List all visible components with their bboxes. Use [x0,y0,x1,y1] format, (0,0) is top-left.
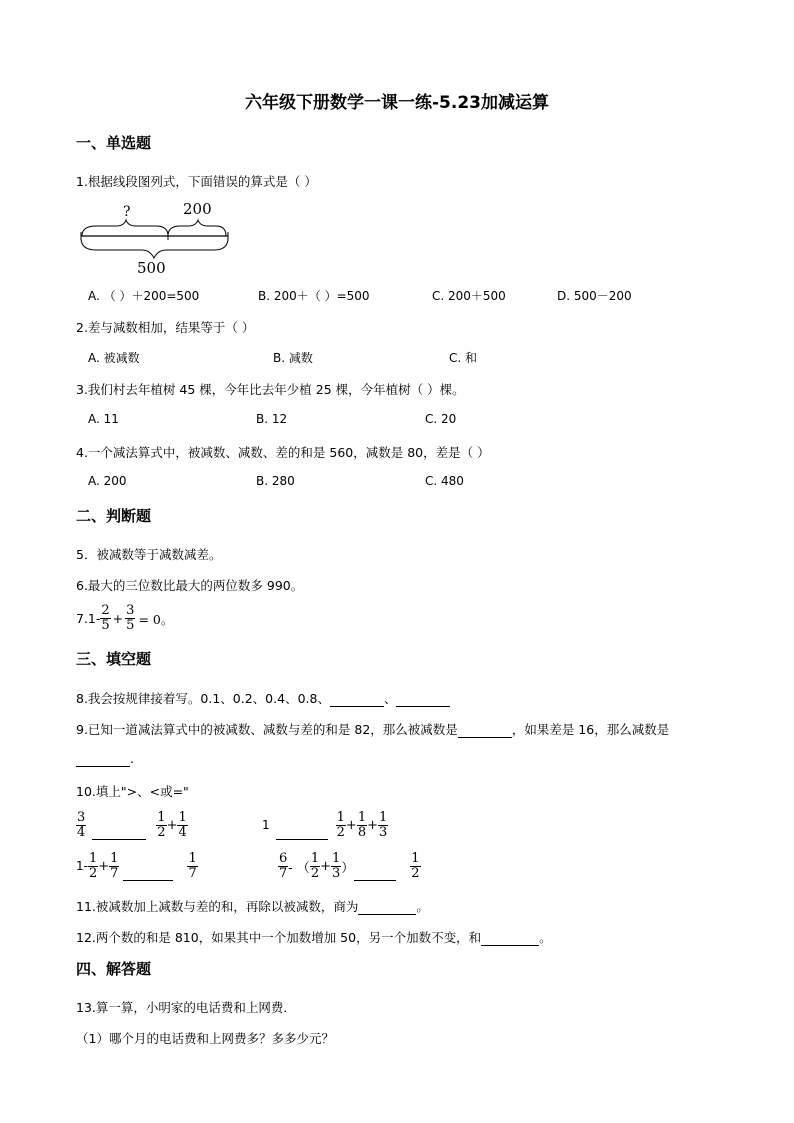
q9-blank-1[interactable] [458,722,512,738]
question-9 [76,720,669,738]
q7-prefix: 7.1- [76,611,101,626]
section-heading-single-choice: 一、单选题 [76,134,152,152]
question-10-text: 10.填上">、<或=" [76,784,189,799]
q9-text-2: ，如果差是 16，那么减数是 [511,722,670,737]
q10-r1b-frac1: $\frac{1}{2}$ [336,809,345,840]
q1-option-b[interactable]: B. 200＋（ ）=500 [258,289,370,303]
q1-option-a[interactable]: A. （ ）＋200=500 [88,289,200,303]
q12-blank[interactable] [481,930,539,946]
q1-option-c[interactable]: C. 200＋500 [432,289,506,303]
q9-text: 9.已知一道减法算式中的被减数、减数与差的和是 82，那么被减数是 [76,722,458,737]
q2-option-a[interactable]: A. 被减数 [88,351,140,365]
question-9-line2 [76,751,134,767]
question-13-text: 13.算一算，小明家的电话费和上网费． [76,1000,296,1015]
q10-row1-right [262,810,388,840]
q10-r1a-frac3: $\frac{1}{4}$ [178,809,187,840]
page-title: 六年级下册数学一课一练-5.23加减运算 [245,93,549,113]
q4-option-a[interactable]: A. 200 [88,474,127,488]
section-heading-true-false: 二、判断题 [76,507,152,525]
q3-option-a[interactable]: A. 11 [88,412,119,426]
q7-fraction-2: $\frac{3}{5}$ [126,603,135,633]
section-heading-fill-blank: 三、填空题 [76,650,152,668]
question-5-text: 5．被减数等于减数减差。 [76,547,222,562]
q10-r1b-lead: 1 [262,818,270,832]
q10-r1a-blank[interactable] [92,824,146,840]
question-7 [76,604,173,633]
question-12 [76,928,552,946]
q10-row2-left [76,851,198,881]
question-2-text: 2.差与减数相加，结果等于（ ） [76,320,255,335]
q12-end: 。 [539,930,552,945]
q10-r2b-frac4: $\frac{1}{2}$ [411,850,420,881]
diagram-part-label: 200 [183,200,212,218]
section-heading-solve: 四、解答题 [76,960,152,978]
q10-r2a-blank[interactable] [123,865,173,881]
q9-blank-2[interactable] [76,751,130,767]
diagram-question-mark: ? [123,204,131,220]
q10-r2a-frac2: $\frac{1}{7}$ [110,850,119,881]
q10-r2b-frac1: $\frac{6}{7}$ [279,850,288,881]
lower-brace [81,238,228,258]
q10-r2b-frac2: $\frac{1}{2}$ [310,850,320,881]
q7-plus: + [112,611,124,626]
q7-fraction-1: $\frac{2}{5}$ [101,603,110,633]
q10-r2b-blank[interactable] [354,865,396,881]
q8-text: 8.我会按规律接着写。0.1、0.2、0.4、0.8、 [76,691,330,706]
question-4-text: 4.一个减法算式中，被减数、减数、差的和是 560，减数是 80，差是（ ） [76,445,490,460]
q3-option-b[interactable]: B. 12 [256,412,288,426]
q10-r1b-blank[interactable] [276,824,328,840]
q3-option-c[interactable]: C. 20 [425,412,457,426]
q10-r2a-frac3: $\frac{1}{7}$ [188,850,197,881]
upper-brace-right [168,220,226,236]
q10-r2b-close: ） [341,860,355,876]
q10-r2b-minus: - （ [288,860,310,876]
q2-option-b[interactable]: B. 减数 [273,351,313,365]
q10-r1a-frac1: $\frac{3}{4}$ [77,809,86,840]
q11-blank[interactable] [358,899,416,915]
q4-option-c[interactable]: C. 480 [425,474,464,488]
q10-r2a-op: + [98,858,110,874]
q11-text: 11.被减数加上减数与差的和，再除以被减数，商为 [76,899,359,914]
q10-r1a-op: + [166,817,178,833]
question-13-sub1: （1）哪个月的电话费和上网费多？多多少元？ [76,1031,334,1046]
q10-r1a-frac2: $\frac{1}{2}$ [157,809,166,840]
q4-option-b[interactable]: B. 280 [256,474,295,488]
q10-r2a-frac1: $\frac{1}{2}$ [88,850,98,881]
question-8 [76,689,450,707]
q8-separator: 、 [383,691,397,706]
upper-brace-left [82,220,168,236]
diagram-total-label: 500 [137,259,166,277]
q10-r1b-op1: + [345,817,357,833]
q8-blank-2[interactable] [396,691,450,707]
q1-option-d[interactable]: D. 500－200 [557,289,632,303]
q10-r1b-op2: + [367,817,379,833]
q2-option-c[interactable]: C. 和 [449,351,478,365]
q10-r2a-lead: 1- [76,859,88,873]
q10-r1b-frac3: $\frac{1}{3}$ [379,809,388,840]
q10-row1-left [76,810,188,840]
q10-r2b-op: + [320,858,331,874]
q10-r2b-frac3: $\frac{1}{3}$ [332,850,341,881]
question-1-text: 1.根据线段图列式，下面错误的算式是（ ） [76,174,317,189]
q10-r1b-frac2: $\frac{1}{8}$ [357,809,367,840]
segment-diagram [76,196,236,280]
q11-end: 。 [416,899,429,914]
q7-suffix: = 0。 [138,611,174,627]
q12-text: 12.两个数的和是 810，如果其中一个加数增加 50，另一个加数不变，和 [76,930,482,945]
q10-row2-right [278,851,421,881]
q9-end: . [130,751,134,766]
question-6-text: 6.最大的三位数比最大的两位数多 990。 [76,578,304,593]
q8-blank-1[interactable] [330,691,384,707]
question-11 [76,897,429,915]
question-3-text: 3.我们村去年植树 45 棵，今年比去年少植 25 棵，今年植树（ ）棵。 [76,382,465,397]
